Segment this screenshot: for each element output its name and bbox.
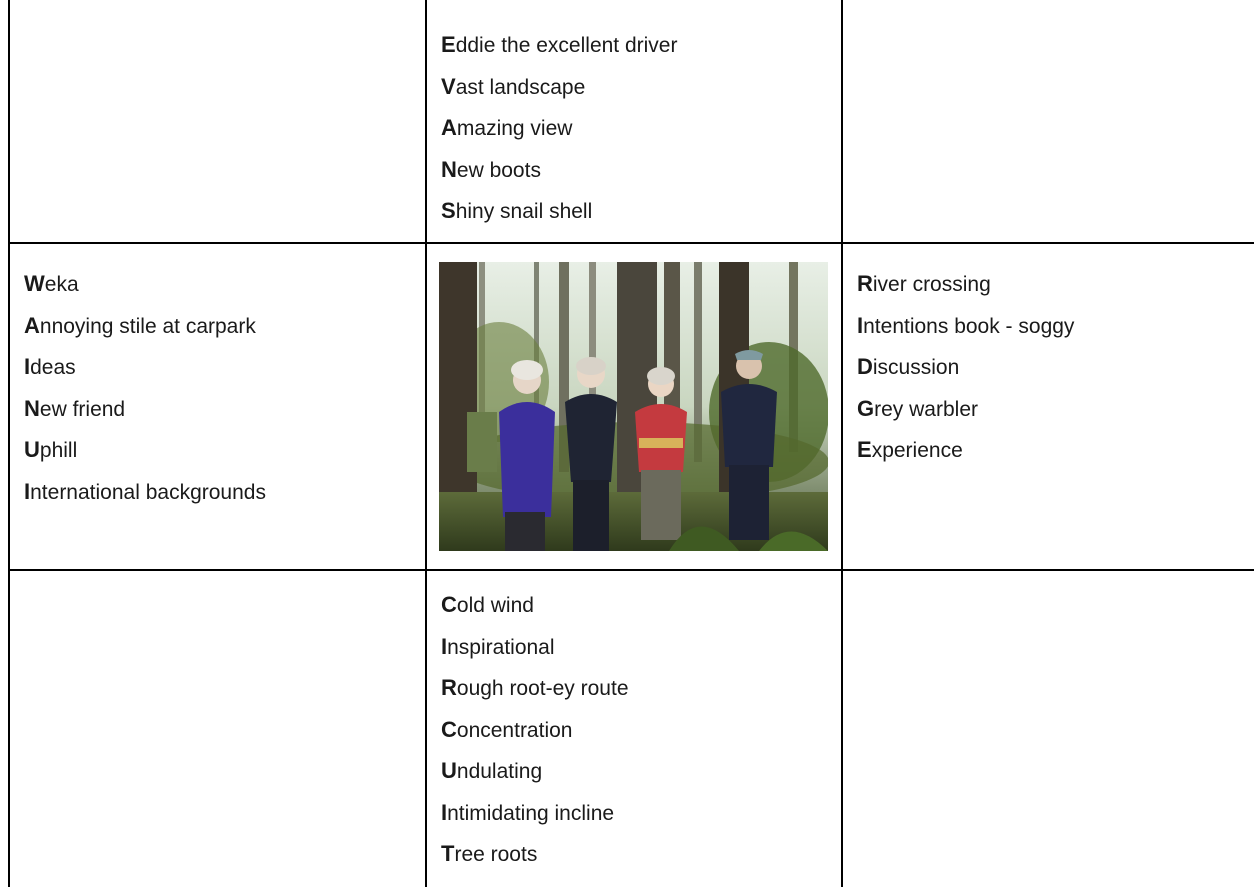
list-item: Grey warbler [857, 395, 978, 421]
list-item: Ideas [24, 354, 76, 379]
list-item: Discussion [857, 354, 960, 379]
list-item: Inspirational [441, 633, 555, 659]
list-item: Cold wind [441, 592, 534, 617]
list-item: Eddie the excellent driver [441, 32, 678, 57]
list-item: Annoying stile at carpark [24, 312, 256, 338]
list-item: Shiny snail shell [441, 198, 593, 223]
acrostic-evans [441, 24, 677, 232]
group-photo [439, 262, 828, 551]
acrostic-wainui [24, 263, 266, 512]
grid-line-vertical-left [8, 0, 10, 887]
grid-line-vertical-center-right [841, 0, 843, 887]
list-item: New boots [441, 156, 541, 182]
list-item: Tree roots [441, 841, 538, 866]
list-item: Intentions book - soggy [857, 312, 1075, 338]
list-item: International backgrounds [24, 478, 266, 504]
list-item: Concentration [441, 716, 573, 742]
list-item: Rough root-ey route [441, 675, 629, 700]
grid-line-horizontal-bottom [8, 569, 1254, 571]
acrostic-ridge [857, 263, 1074, 471]
acrostic-circuit [441, 584, 629, 875]
list-item: Uphill [24, 437, 78, 462]
list-item: Weka [24, 271, 79, 296]
list-item: Amazing view [441, 115, 573, 140]
list-item: Vast landscape [441, 73, 586, 99]
list-item: New friend [24, 395, 126, 421]
grid-line-vertical-center-left [425, 0, 427, 887]
list-item: Experience [857, 437, 963, 462]
grid-line-horizontal-top [8, 242, 1254, 244]
list-item: Undulating [441, 758, 543, 783]
list-item: Intimidating incline [441, 799, 615, 825]
list-item: River crossing [857, 271, 991, 296]
